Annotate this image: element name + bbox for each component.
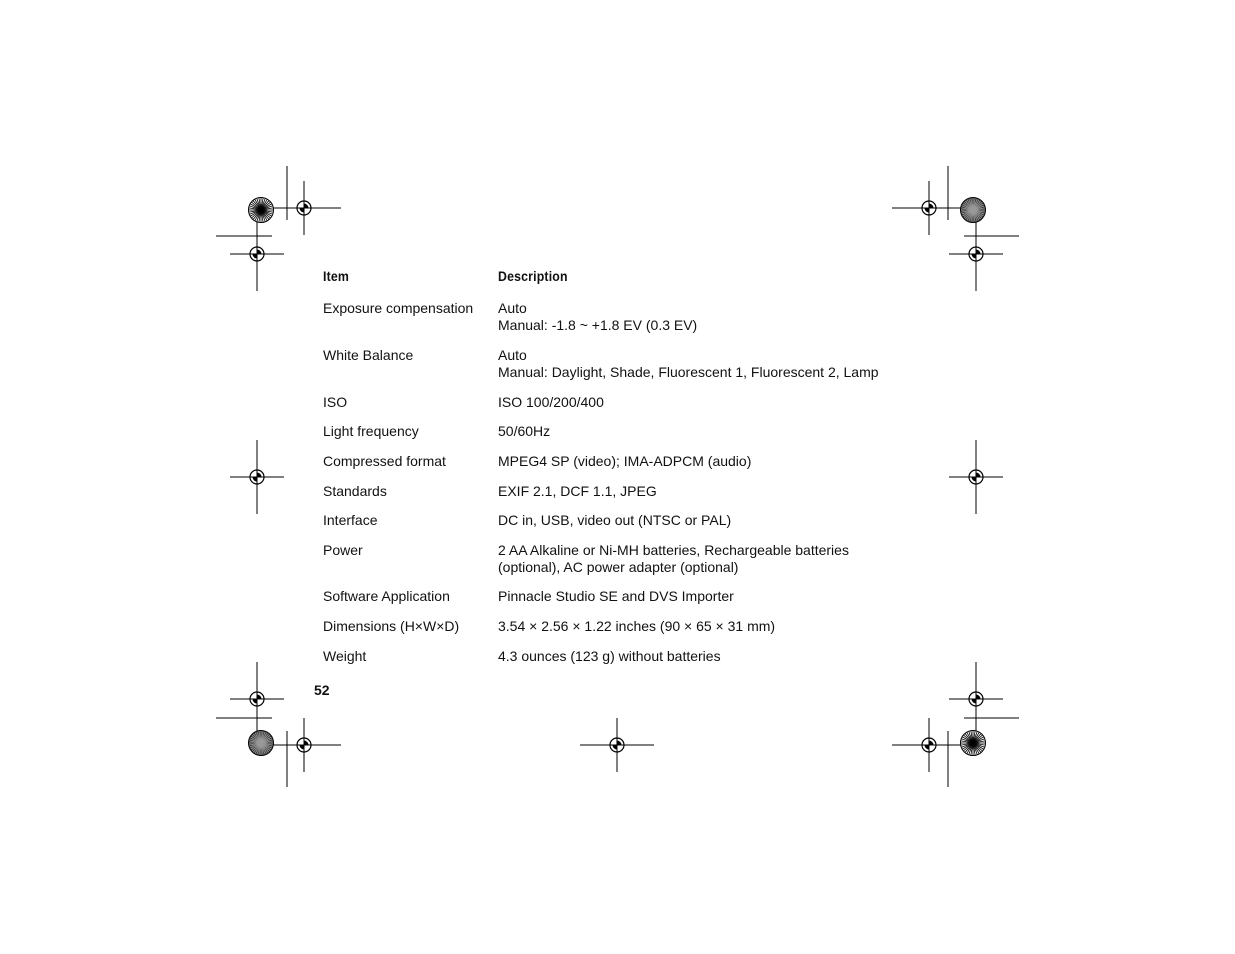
registration-target-icon bbox=[949, 662, 1003, 736]
column-header-description: Description bbox=[498, 268, 568, 284]
spec-description-line: (optional), AC power adapter (optional) bbox=[498, 559, 739, 575]
spec-description bbox=[498, 618, 775, 635]
spec-description-line: EXIF 2.1, DCF 1.1, JPEG bbox=[498, 483, 657, 499]
spec-description-line: 2 AA Alkaline or Ni-MH batteries, Rechargeable batteries bbox=[498, 542, 849, 558]
registration-target-icon bbox=[230, 662, 284, 736]
column-header-item: Item bbox=[323, 268, 350, 284]
spec-description bbox=[498, 394, 604, 411]
spec-description bbox=[498, 453, 751, 470]
spec-description-line: Auto bbox=[498, 300, 527, 316]
spec-item-label: Weight bbox=[323, 648, 367, 664]
spec-description-line: ISO 100/200/400 bbox=[498, 394, 604, 410]
spec-item-label: Light frequency bbox=[323, 423, 419, 439]
spec-item-label: Exposure compensation bbox=[323, 300, 474, 316]
spec-description bbox=[498, 512, 731, 529]
registration-target-icon bbox=[892, 181, 966, 235]
spec-description bbox=[498, 347, 879, 381]
registration-target-icon bbox=[230, 217, 284, 291]
spec-item-label: Power bbox=[323, 542, 363, 558]
registration-target-icon bbox=[949, 217, 1003, 291]
starburst-color-target-icon bbox=[961, 731, 986, 756]
spec-item-label: Compressed format bbox=[323, 453, 446, 469]
starburst-color-target-icon bbox=[249, 731, 274, 756]
spec-description-line: Auto bbox=[498, 347, 527, 363]
spec-description bbox=[498, 300, 697, 334]
registration-target-icon bbox=[267, 181, 341, 235]
spec-description bbox=[498, 423, 550, 440]
spec-description bbox=[498, 588, 734, 605]
spec-description-line: 3.54 × 2.56 × 1.22 inches (90 × 65 × 31 mm) bbox=[498, 618, 776, 634]
spec-description-line: Manual: Daylight, Shade, Fluorescent 1, Fluorescent 2, Lamp bbox=[498, 364, 879, 380]
spec-description-line: 4.3 ounces (123 g) without batteries bbox=[498, 648, 721, 664]
spec-item-label: Standards bbox=[323, 483, 387, 499]
registration-target-icon bbox=[580, 718, 654, 772]
spec-description-line: DC in, USB, video out (NTSC or PAL) bbox=[498, 512, 732, 528]
spec-item-label: Software Application bbox=[323, 588, 450, 604]
registration-target-icon bbox=[230, 440, 284, 514]
spec-description bbox=[498, 542, 849, 576]
spec-item-label: White Balance bbox=[323, 347, 414, 363]
page-number: 52 bbox=[314, 682, 330, 698]
starburst-color-target-icon bbox=[961, 198, 986, 223]
spec-description-line: 50/60Hz bbox=[498, 423, 551, 439]
spec-item-label: Dimensions (H×W×D) bbox=[323, 618, 460, 634]
spec-description-line: MPEG4 SP (video); IMA-ADPCM (audio) bbox=[498, 453, 752, 469]
spec-description-line: Manual: -1.8 ~ +1.8 EV (0.3 EV) bbox=[498, 317, 698, 333]
registration-target-icon bbox=[267, 718, 341, 772]
spec-item-label: Interface bbox=[323, 512, 378, 528]
spec-description bbox=[498, 648, 721, 665]
spec-description bbox=[498, 483, 657, 500]
spec-description-line: Pinnacle Studio SE and DVS Importer bbox=[498, 588, 734, 604]
starburst-color-target-icon bbox=[249, 198, 274, 223]
registration-target-icon bbox=[892, 718, 966, 772]
spec-item-label: ISO bbox=[323, 394, 348, 410]
registration-target-icon bbox=[949, 440, 1003, 514]
